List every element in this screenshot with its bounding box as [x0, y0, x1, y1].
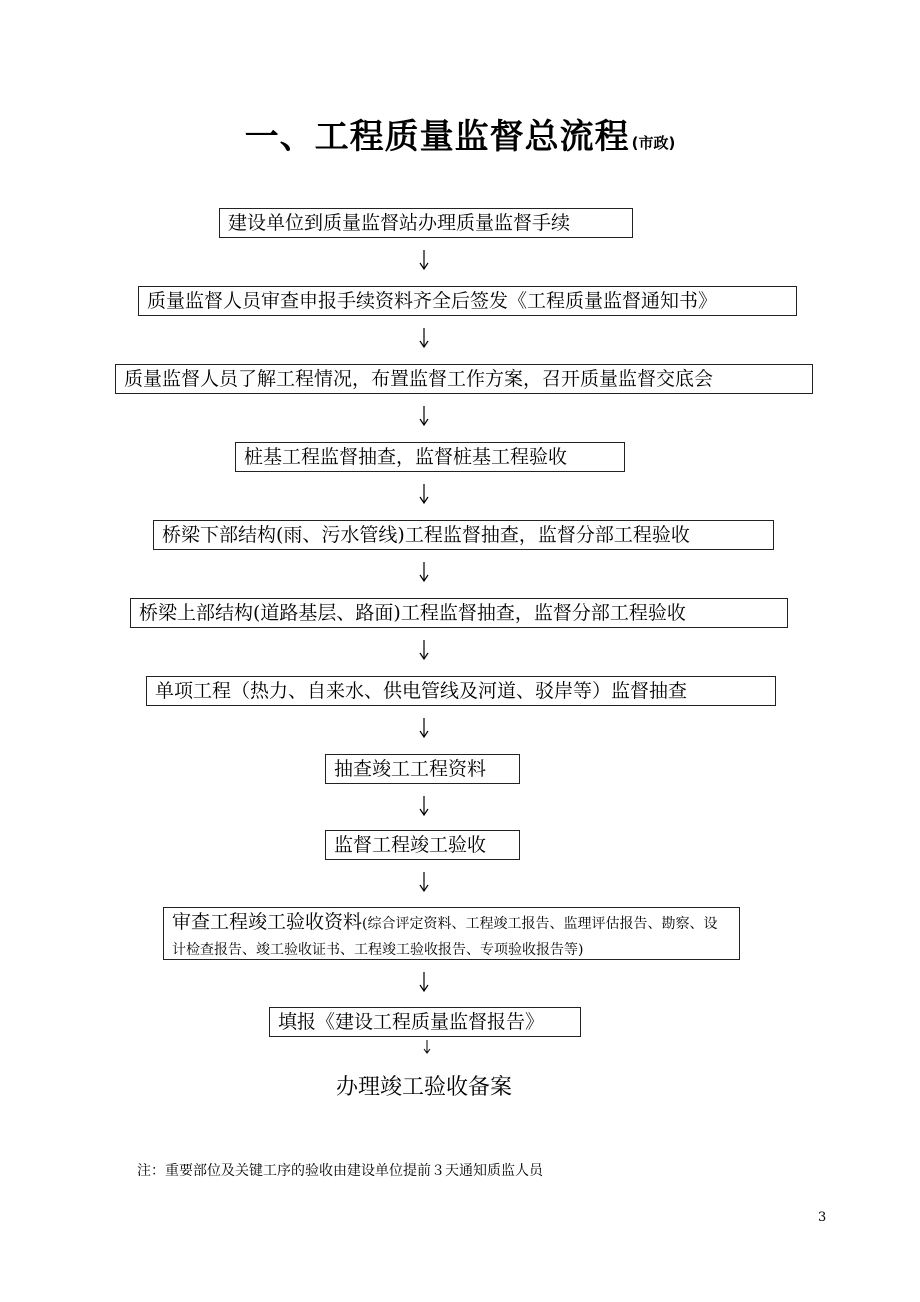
flow-step-10 [163, 907, 740, 960]
page-title [0, 112, 920, 168]
arrow-down-icon [418, 250, 430, 270]
arrow-down-icon [418, 872, 430, 892]
flow-step-9: 监督工程竣工验收 [325, 830, 520, 860]
flow-step-11: 填报《建设工程质量监督报告》 [269, 1007, 581, 1037]
footnote: 注：重要部位及关键工序的验收由建设单位提前３天通知质监人员 [137, 1163, 543, 1179]
flow-step-1: 建设单位到质量监督站办理质量监督手续 [219, 208, 633, 238]
flow-step-2: 质量监督人员审查申报手续资料齐全后签发《工程质量监督通知书》 [138, 286, 797, 316]
flow-step-10-main: 审查工程竣工验收资料 [172, 911, 363, 933]
arrow-down-icon [418, 328, 430, 348]
flow-step-5: 桥梁下部结构(雨、污水管线)工程监督抽查，监督分部工程验收 [153, 520, 774, 550]
arrow-down-icon [418, 640, 430, 660]
arrow-down-icon [422, 1040, 432, 1054]
flow-step-7: 单项工程（热力、自来水、供电管线及河道、驳岸等）监督抽查 [146, 676, 776, 706]
title-suffix: (市政) [631, 134, 676, 152]
arrow-down-icon [418, 796, 430, 816]
arrow-down-icon [418, 562, 430, 582]
arrow-down-icon [418, 406, 430, 426]
arrow-down-icon [418, 484, 430, 504]
flow-step-6: 桥梁上部结构(道路基层、路面)工程监督抽查，监督分部工程验收 [130, 598, 788, 628]
title-main: 一、工程质量监督总流程 [244, 117, 630, 157]
flow-step-3: 质量监督人员了解工程情况，布置监督工作方案，召开质量监督交底会 [115, 364, 813, 394]
flow-step-10-detail: (综合评定资料、工程竣工报告、监理评估报告、勘察、设计检查报告、竣工验收证书、工程竣工验收报告、专项验收报告等) [172, 916, 718, 958]
arrow-down-icon [418, 718, 430, 738]
page-number: 3 [818, 1210, 827, 1225]
flow-step-8: 抽查竣工工程资料 [325, 754, 520, 784]
arrow-down-icon [418, 972, 430, 992]
flow-step-4: 桩基工程监督抽查，监督桩基工程验收 [235, 442, 625, 472]
final-step: 办理竣工验收备案 [336, 1075, 513, 1100]
